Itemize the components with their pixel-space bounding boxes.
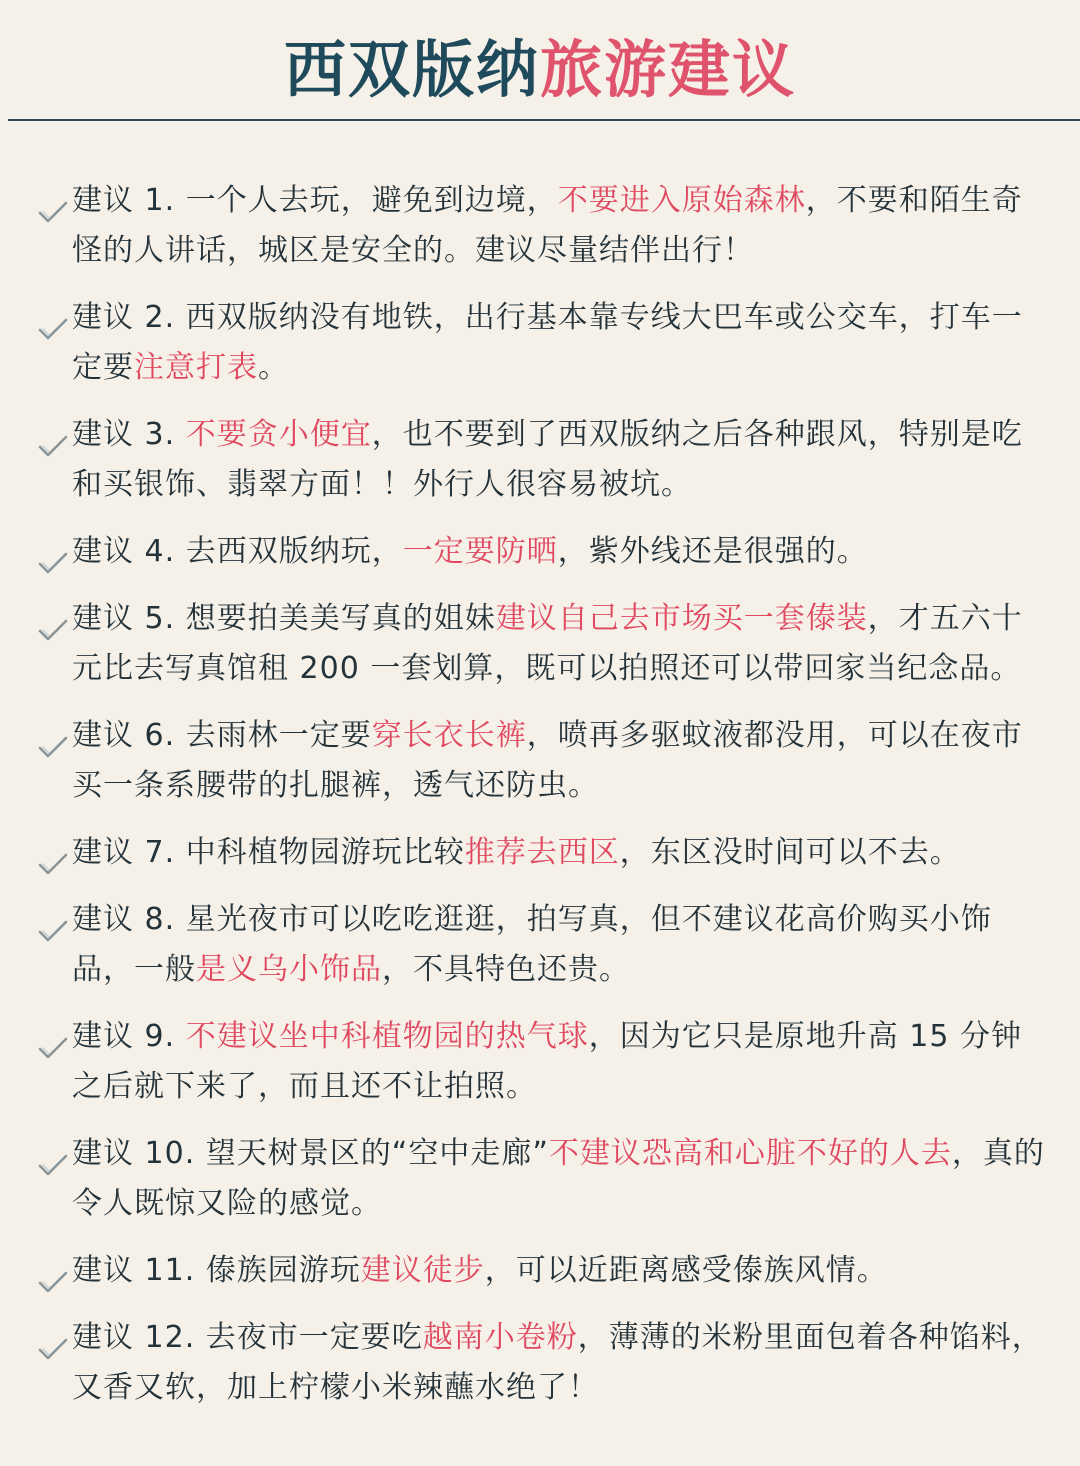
suggestion-item [38, 1246, 1048, 1296]
suggestion-text [72, 534, 868, 569]
suggestion-text [72, 718, 1023, 803]
highlight-text: 不建议恐高和心脏不好的人去 [548, 1136, 952, 1171]
check-icon [38, 1143, 68, 1167]
suggestion-text [72, 1253, 888, 1288]
text-segment: 建议 2. 西双版纳没有地铁，出行基本靠专线大巴车或公交车，打车一定要 [72, 300, 1023, 385]
text-segment: 建议 7. 中科植物园游玩比较 [72, 835, 465, 870]
page-title [0, 30, 1080, 110]
text-segment: 建议 11. 傣族园游玩 [72, 1253, 361, 1288]
text-segment: 建议 6. 去雨林一定要 [72, 718, 372, 753]
suggestion-item [38, 176, 1048, 276]
suggestion-text [72, 1136, 1045, 1221]
suggestion-item [38, 895, 1048, 995]
text-segment: ，真的令人既惊又险的感觉。 [72, 1136, 1045, 1221]
text-segment: ，也不要到了西双版纳之后各种跟风，特别是吃和买银饰、翡翠方面！！外行人很容易被坑。 [72, 417, 1023, 502]
highlight-text: 一定要防晒 [402, 534, 558, 569]
suggestion-item [38, 1012, 1048, 1112]
check-icon [38, 842, 68, 866]
check-icon [38, 1026, 68, 1050]
suggestion-text [72, 300, 1023, 385]
suggestion-list [38, 176, 1048, 1430]
text-segment: 建议 8. 星光夜市可以吃吃逛逛，拍写真，但不建议花高价购买小饰品，一般 [72, 902, 992, 987]
text-segment: 建议 10. 望天树景区的“空中走廊” [72, 1136, 549, 1171]
highlight-text: 不要贪小便宜 [185, 417, 372, 452]
text-segment: 建议 12. 去夜市一定要吃 [72, 1320, 423, 1355]
suggestion-text [72, 1320, 1043, 1405]
suggestion-item [38, 527, 1048, 577]
title-divider [8, 119, 1080, 121]
suggestion-text [72, 601, 1023, 686]
text-segment: 。 [258, 350, 289, 385]
text-segment: ，不具特色还贵。 [382, 952, 630, 987]
text-segment: ，紫外线还是很强的。 [557, 534, 868, 569]
check-icon [38, 1260, 68, 1284]
check-icon [38, 725, 68, 749]
highlight-text: 建议徒步 [360, 1253, 485, 1288]
suggestion-text [72, 417, 1023, 502]
text-segment: 建议 3. [72, 417, 186, 452]
suggestion-item [38, 1313, 1048, 1413]
text-segment: ，薄薄的米粉里面包着各种馅料，又香又软，加上柠檬小米辣蘸水绝了！ [72, 1320, 1043, 1405]
suggestion-item [38, 828, 1048, 878]
highlight-text: 推荐去西区 [464, 835, 620, 870]
text-segment: ，可以近距离感受傣族风情。 [484, 1253, 888, 1288]
suggestion-item [38, 594, 1048, 694]
text-segment: 建议 9. [72, 1019, 186, 1054]
suggestion-item [38, 293, 1048, 393]
suggestion-item [38, 1129, 1048, 1229]
text-segment: ，因为它只是原地升高 15 分钟之后就下来了，而且还不让拍照。 [72, 1019, 1022, 1104]
check-icon [38, 424, 68, 448]
highlight-text: 注意打表 [134, 350, 258, 385]
highlight-text: 穿长衣长裤 [371, 718, 527, 753]
title-part-1: 西双版纳 [283, 33, 540, 106]
text-segment: 建议 1. 一个人去玩，避免到边境， [72, 183, 558, 218]
text-segment: ，东区没时间可以不去。 [619, 835, 961, 870]
highlight-text: 越南小卷粉 [422, 1320, 578, 1355]
text-segment: ，才五六十元比去写真馆租 200 一套划算，既可以拍照还可以带回家当纪念品。 [72, 601, 1023, 686]
text-segment: ，喷再多驱蚊液都没用，可以在夜市买一条系腰带的扎腿裤，透气还防虫。 [72, 718, 1023, 803]
check-icon [38, 909, 68, 933]
highlight-text: 是义乌小饰品 [196, 952, 382, 987]
text-segment: 建议 4. 去西双版纳玩， [72, 534, 403, 569]
suggestion-text [72, 183, 1023, 268]
text-segment: 建议 5. 想要拍美美写真的姐妹 [72, 601, 496, 636]
highlight-text: 不要进入原始森林 [557, 183, 806, 218]
highlight-text: 建议自己去市场买一套傣装 [495, 601, 868, 636]
suggestion-text [72, 1019, 1022, 1104]
check-icon [38, 190, 68, 214]
highlight-text: 不建议坐中科植物园的热气球 [185, 1019, 589, 1054]
title-part-2: 旅游建议 [540, 33, 797, 106]
check-icon [38, 541, 68, 565]
check-icon [38, 1327, 68, 1351]
suggestion-item [38, 410, 1048, 510]
check-icon [38, 608, 68, 632]
text-segment: ，不要和陌生奇怪的人讲话，城区是安全的。建议尽量结伴出行！ [72, 183, 1023, 268]
suggestion-item [38, 711, 1048, 811]
suggestion-text [72, 835, 961, 870]
check-icon [38, 307, 68, 331]
suggestion-text [72, 902, 992, 987]
